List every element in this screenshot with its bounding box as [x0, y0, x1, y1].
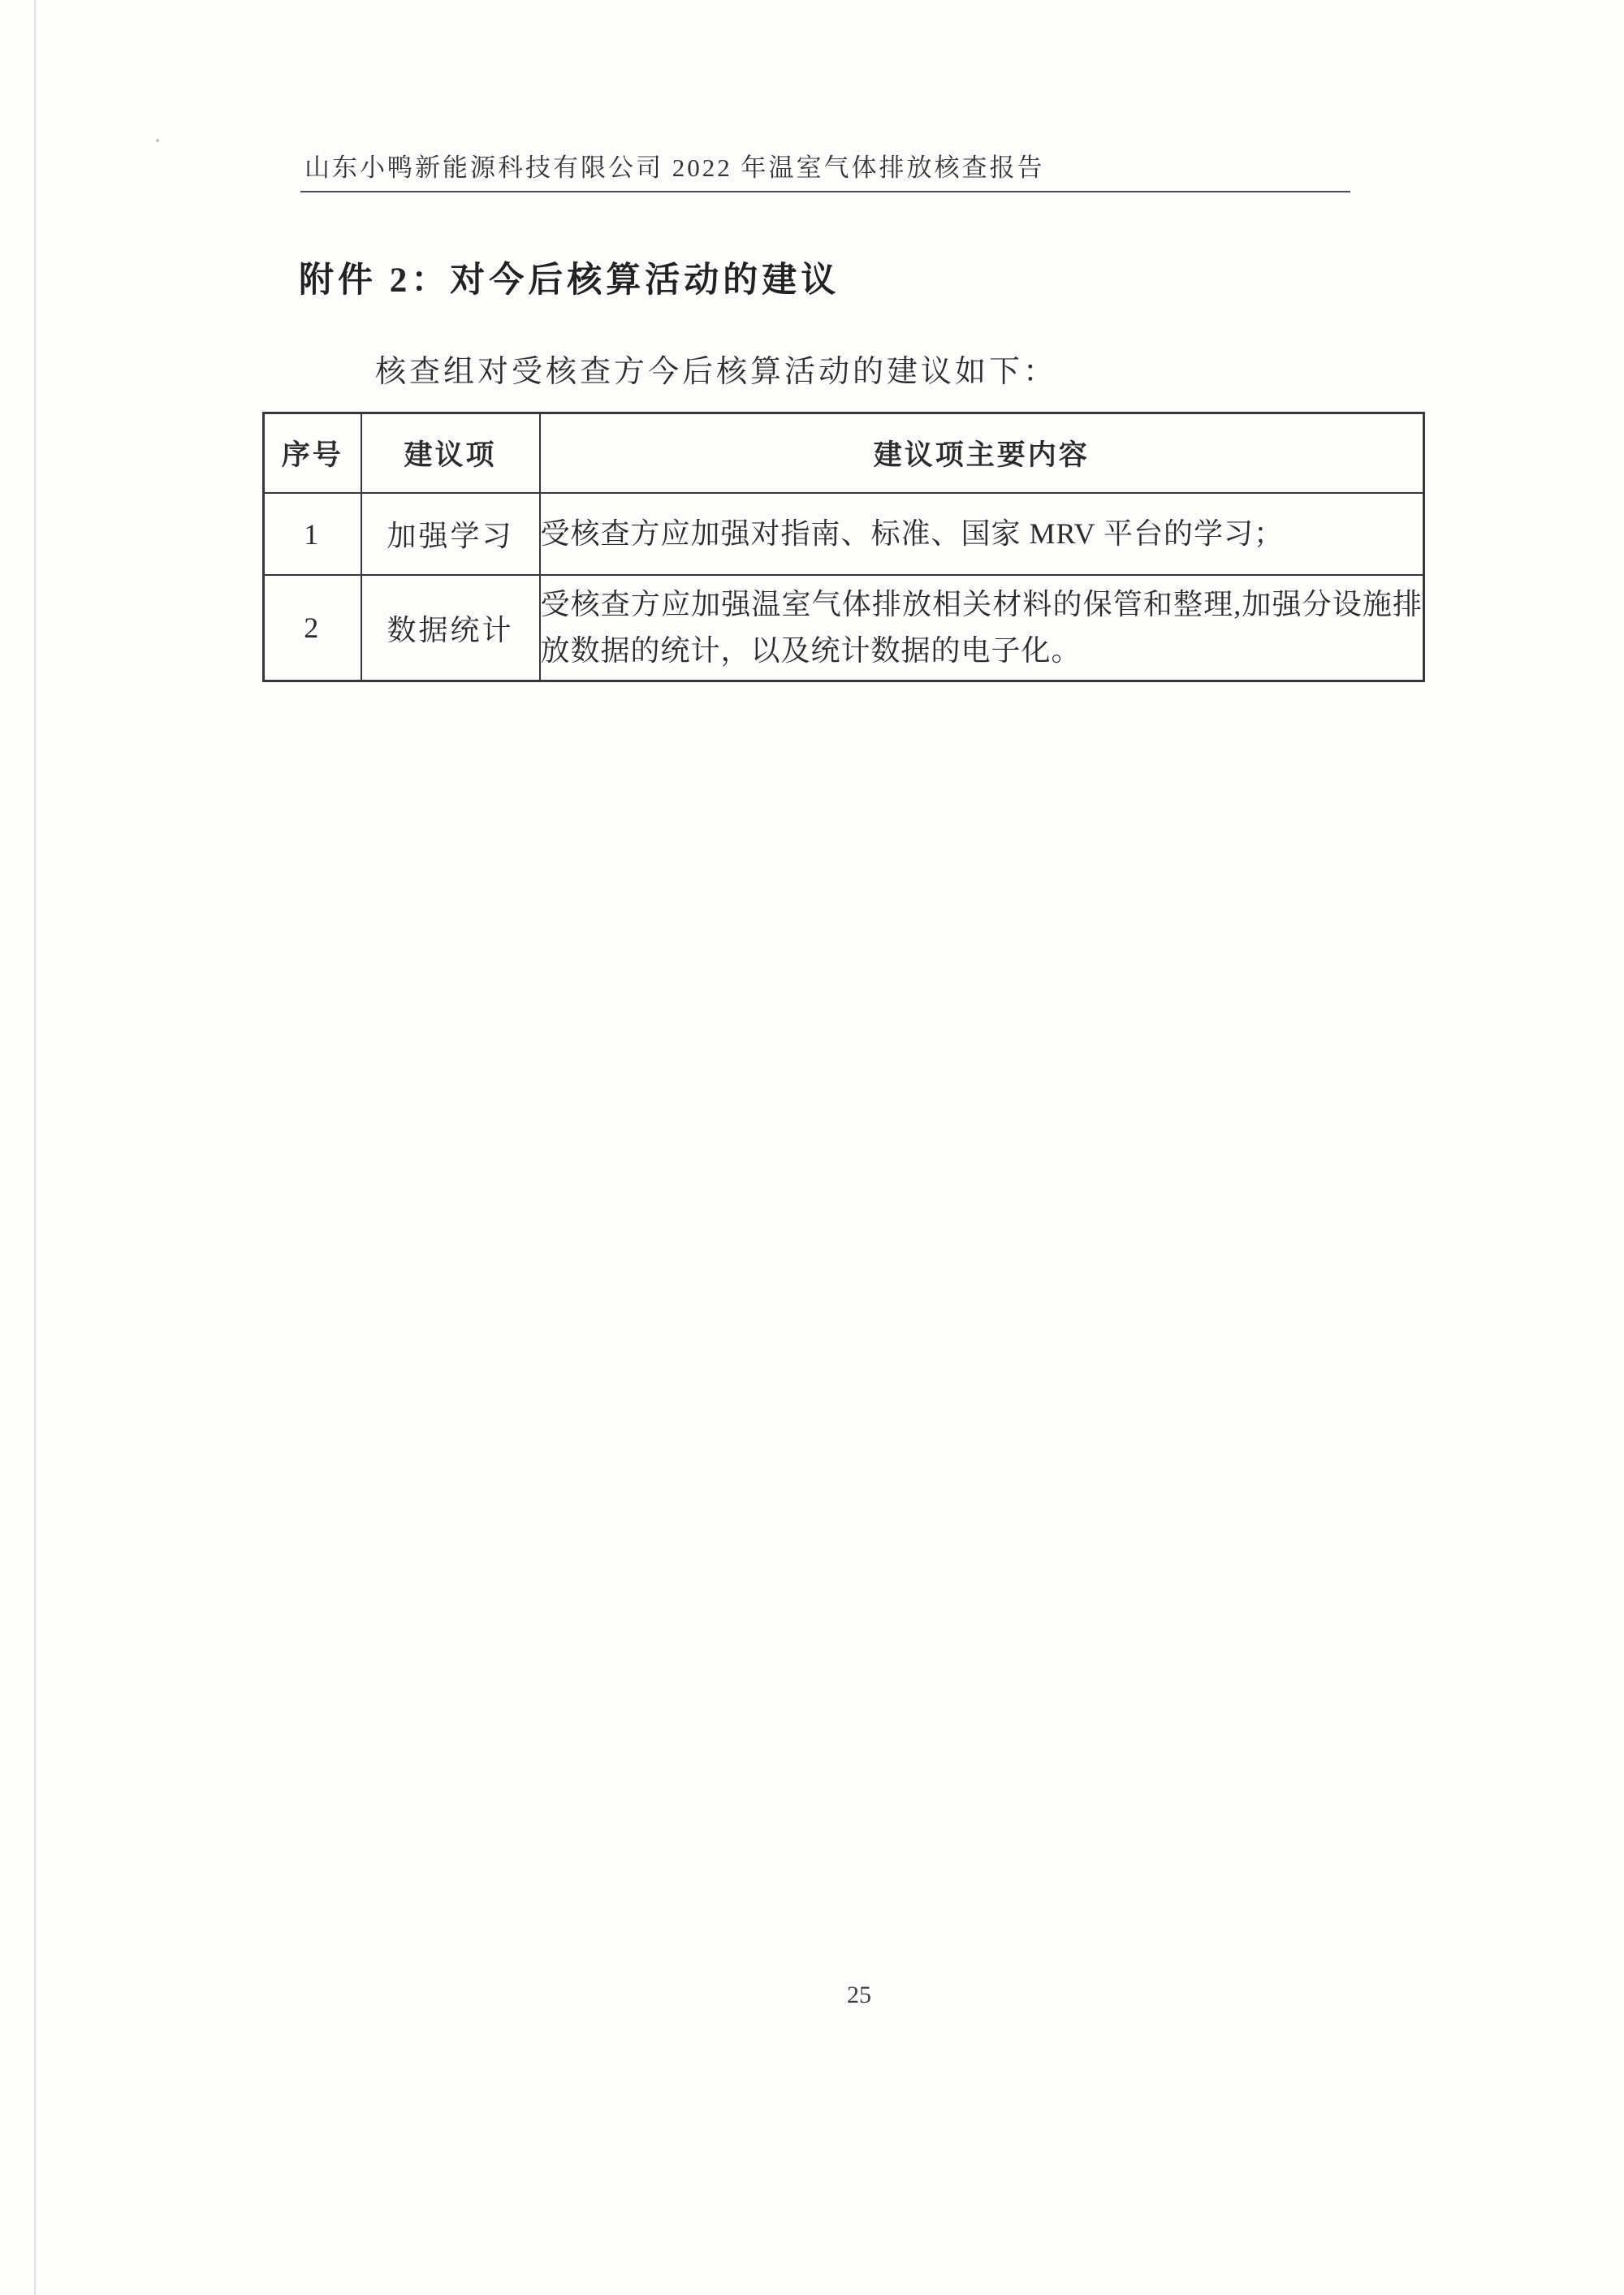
table-row — [264, 575, 1424, 681]
table-row — [264, 493, 1424, 575]
cell-content: 受核查方应加强对指南、标准、国家 MRV 平台的学习； — [540, 493, 1424, 575]
cell-item: 数据统计 — [361, 575, 540, 681]
col-index-header: 序号 — [264, 413, 361, 494]
cell-content: 受核查方应加强温室气体排放相关材料的保管和整理,加强分设施排放数据的统计，以及统计数据的电子化。 — [540, 575, 1424, 681]
scan-speck — [156, 139, 159, 142]
header-divider-line — [300, 191, 1350, 192]
page-number: 25 — [847, 1982, 871, 2008]
attachment-title: 附件 2：对今后核算活动的建议 — [299, 261, 840, 300]
table-header-row — [264, 413, 1424, 494]
cell-index: 1 — [264, 493, 361, 575]
cell-index: 2 — [264, 575, 361, 681]
cell-item: 加强学习 — [361, 493, 540, 575]
col-content-header: 建议项主要内容 — [540, 413, 1424, 494]
page-header-text: 山东小鸭新能源科技有限公司 2022 年温室气体排放核查报告 — [304, 153, 1045, 182]
suggestions-table — [262, 412, 1425, 682]
scan-artifact-line — [34, 0, 36, 2295]
col-item-header: 建议项 — [361, 413, 540, 494]
intro-paragraph: 核查组对受核查方今后核算活动的建议如下： — [375, 355, 1058, 389]
